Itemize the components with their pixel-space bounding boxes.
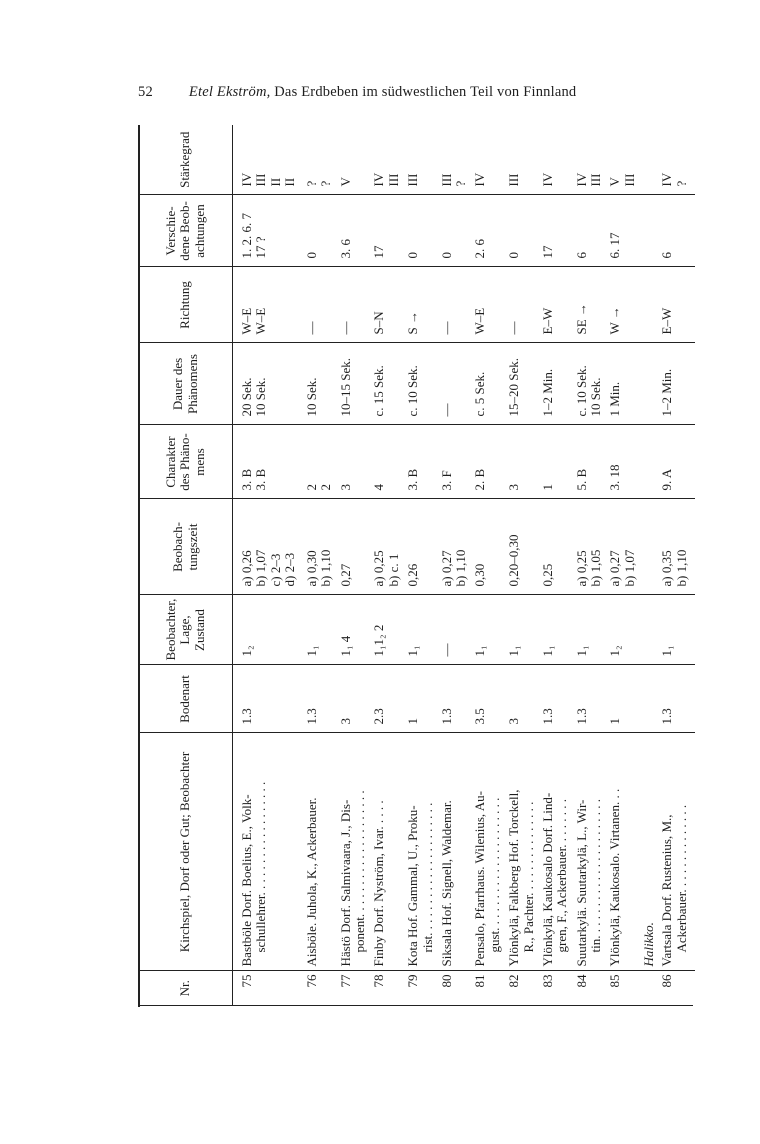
row-zeit xyxy=(659,499,693,595)
row-verschiedene xyxy=(338,195,372,267)
richtung-value: W–E xyxy=(472,307,488,335)
row-zeit xyxy=(239,499,304,595)
row-lage xyxy=(641,595,659,665)
row-number: 78 xyxy=(371,971,405,1005)
staerke-value: III xyxy=(588,173,604,187)
row-place xyxy=(304,733,338,971)
zeit-value: a) 0,27 xyxy=(607,550,623,587)
dauer-value: c. 10 Sek. xyxy=(405,365,420,417)
row-bodenart xyxy=(641,665,659,733)
row-staerke xyxy=(304,125,338,195)
running-title: Das Erdbeben im südwestlichen Teil von Finnland xyxy=(274,84,577,100)
row-lage: 1₂ xyxy=(607,595,641,665)
dauer-value: 15–20 Sek. xyxy=(506,358,522,417)
row-charakter xyxy=(439,425,473,499)
row-place xyxy=(338,733,372,971)
row-number: 76 xyxy=(304,971,338,1005)
row-bodenart: 1.3 xyxy=(540,665,574,733)
row-lage: — xyxy=(439,595,473,665)
place-continuation: tin. . . . . . . . . . . . . . . . . . . . . . xyxy=(588,799,604,953)
col-header-verschiedene: Verschie-dene Beob-achtungen xyxy=(140,195,232,267)
row-number: 80 xyxy=(439,971,473,1005)
table-row xyxy=(405,125,439,1005)
row-lage: 1₁ xyxy=(574,595,608,665)
row-charakter xyxy=(304,425,338,499)
verschiedene-value: 1. 2. 6. 7 xyxy=(238,213,254,259)
row-place xyxy=(506,733,540,971)
row-charakter xyxy=(371,425,405,499)
row-charakter xyxy=(607,425,641,499)
row-staerke xyxy=(607,125,641,195)
row-dauer xyxy=(239,343,304,425)
row-lage: 1₁ xyxy=(506,595,540,665)
place-line: Suutarkylä. Suutarkylä, L., Wir- xyxy=(573,799,589,967)
staerke-value: III xyxy=(253,173,269,187)
row-dauer xyxy=(338,343,372,425)
verschiedene-value: 6 xyxy=(573,252,589,259)
rotated-table-container xyxy=(140,125,695,1005)
staerke-value: III xyxy=(621,173,637,187)
charakter-value: 5. B xyxy=(573,468,589,491)
zeit-value: a) 0,25 xyxy=(573,550,589,587)
place-continuation: ponent. . . . . . . . . . . . . . . . . . . . xyxy=(352,790,368,953)
zeit-value: 0,25 xyxy=(539,563,555,587)
row-lage: 1₁ xyxy=(405,595,439,665)
row-staerke xyxy=(641,125,659,195)
row-lage: 1₁ xyxy=(472,595,506,665)
row-zeit xyxy=(338,499,372,595)
zeit-value: 0,27 xyxy=(337,563,353,587)
row-bodenart: 1.3 xyxy=(304,665,338,733)
row-number: 79 xyxy=(405,971,439,1005)
table-frame-bottom xyxy=(138,1005,693,1006)
row-dauer xyxy=(439,343,473,425)
row-place xyxy=(371,733,405,971)
charakter-value: 9. A xyxy=(659,468,675,491)
place-line: Kota Hof. Gammal, U., Proku- xyxy=(405,805,420,967)
filler-row xyxy=(693,125,695,1005)
zeit-value: 0,26 xyxy=(405,563,420,587)
row-verschiedene xyxy=(472,195,506,267)
row-dauer xyxy=(607,343,641,425)
richtung-value: W–E xyxy=(253,307,269,335)
place-line: Ylönkylä, Kaukosalo Dorf. Lind- xyxy=(539,792,555,967)
row-dauer xyxy=(304,343,338,425)
row-richtung xyxy=(659,267,693,343)
dauer-value: 1 Min. xyxy=(607,381,623,417)
row-staerke xyxy=(506,125,540,195)
verschiedene-value: 0 xyxy=(506,252,522,259)
place-line: Bastböle Dorf. Boelius, E., Volk- xyxy=(238,794,254,967)
row-number: 81 xyxy=(472,971,506,1005)
row-richtung xyxy=(574,267,608,343)
row-bodenart: 1.3 xyxy=(239,665,304,733)
staerke-value: ? xyxy=(318,180,334,187)
row-richtung xyxy=(472,267,506,343)
richtung-value: — xyxy=(506,321,522,335)
table-row xyxy=(439,125,473,1005)
dauer-value: c. 15 Sek. xyxy=(371,365,387,417)
place-line: Pensalo, Pfarrhaus. Wilenius, Au- xyxy=(472,791,488,967)
staerke-value: ? xyxy=(453,180,469,187)
place-line: Hästö Dorf. Salmivaara, J., Dis- xyxy=(337,799,353,967)
row-charakter xyxy=(239,425,304,499)
row-bodenart: 3.5 xyxy=(472,665,506,733)
staerke-value: II xyxy=(267,177,283,187)
place-continuation: gren, F., Ackerbauer. . . . . . . . xyxy=(554,799,570,953)
row-place xyxy=(607,733,641,971)
col-header-bodenart: Bodenart xyxy=(140,665,232,733)
place-continuation: gust. . . . . . . . . . . . . . . . . . . . . xyxy=(487,797,503,953)
place-line: Siksala Hof. Signell, Waldemar. xyxy=(438,800,454,967)
row-bodenart: 3 xyxy=(506,665,540,733)
place-continuation: Ackerbauer. . . . . . . . . . . . . . xyxy=(673,804,689,953)
row-richtung xyxy=(506,267,540,343)
zeit-value: 0,30 xyxy=(472,563,488,587)
page-number: 52 xyxy=(138,84,153,100)
col-header-place: Kirchspiel, Dorf oder Gut; Beobachter xyxy=(140,733,232,971)
staerke-value: IV xyxy=(472,172,488,187)
row-zeit xyxy=(540,499,574,595)
col-header-dauer: Dauer des Phänomens xyxy=(140,343,232,425)
row-zeit xyxy=(472,499,506,595)
table-row xyxy=(607,125,641,1005)
row-richtung xyxy=(641,267,659,343)
row-richtung xyxy=(405,267,439,343)
row-zeit xyxy=(405,499,439,595)
row-lage: 1₁ xyxy=(304,595,338,665)
table-row xyxy=(239,125,304,1005)
row-dauer xyxy=(659,343,693,425)
richtung-value: — xyxy=(438,321,454,335)
richtung-value: SE → xyxy=(573,303,589,335)
place-line: Vartsala Dorf. Rustenius, M., xyxy=(659,814,675,967)
row-zeit xyxy=(574,499,608,595)
row-charakter xyxy=(338,425,372,499)
table-row xyxy=(338,125,372,1005)
col-header-charakter: Charakter des Phäno-mens xyxy=(140,425,232,499)
charakter-value: 2 xyxy=(318,484,334,491)
row-staerke xyxy=(439,125,473,195)
charakter-value: 3. B xyxy=(253,468,269,491)
row-lage: 1₁1₂ 2 xyxy=(371,595,405,665)
zeit-value: b) 1,07 xyxy=(621,549,637,587)
charakter-value: 1 xyxy=(539,484,555,491)
charakter-value: 3 xyxy=(337,484,353,491)
row-verschiedene xyxy=(506,195,540,267)
col-header-nr: Nr. xyxy=(140,971,232,1005)
row-place xyxy=(239,733,304,971)
row-bodenart: 2.3 xyxy=(371,665,405,733)
row-verschiedene xyxy=(304,195,338,267)
staerke-value: III xyxy=(506,173,522,187)
staerke-value: V xyxy=(607,177,623,187)
verschiedene-value: 17 ? xyxy=(253,236,269,259)
row-richtung xyxy=(540,267,574,343)
place-continuation: schullehrer. . . . . . . . . . . . . . . . . . xyxy=(253,781,269,953)
row-dauer xyxy=(405,343,439,425)
staerke-value: III xyxy=(438,173,454,187)
row-bodenart: 3 xyxy=(338,665,372,733)
row-staerke xyxy=(472,125,506,195)
row-staerke xyxy=(659,125,693,195)
row-number: 83 xyxy=(540,971,574,1005)
row-charakter xyxy=(506,425,540,499)
row-richtung xyxy=(239,267,304,343)
row-charakter xyxy=(574,425,608,499)
row-zeit xyxy=(607,499,641,595)
table-row xyxy=(472,125,506,1005)
place-line: Halikko. xyxy=(641,922,657,967)
row-staerke xyxy=(540,125,574,195)
staerke-value: IV xyxy=(659,172,675,187)
zeit-value: b) c. 1 xyxy=(385,553,401,587)
table-row xyxy=(641,125,659,1005)
row-dauer xyxy=(472,343,506,425)
charakter-value: 3. F xyxy=(438,470,454,491)
dauer-value: 1–2 Min. xyxy=(539,368,555,417)
row-staerke xyxy=(338,125,372,195)
row-dauer xyxy=(371,343,405,425)
row-lage: 1₁ xyxy=(659,595,693,665)
row-charakter xyxy=(540,425,574,499)
dauer-value: — xyxy=(438,403,454,417)
table-row xyxy=(506,125,540,1005)
place-line: Ylönkylä, Falkberg Hof. Torckell, xyxy=(506,789,522,967)
richtung-value: S–N xyxy=(371,311,387,335)
row-number: 77 xyxy=(338,971,372,1005)
row-richtung xyxy=(338,267,372,343)
charakter-value: 3 xyxy=(506,484,522,491)
richtung-value: — xyxy=(303,321,319,335)
zeit-value: b) 1,10 xyxy=(673,549,689,587)
verschiedene-value: 6. 17 xyxy=(607,232,623,259)
staerke-value: ? xyxy=(303,180,319,187)
row-zeit xyxy=(371,499,405,595)
col-header-lage: Beobachter, Lage, Zustand xyxy=(140,595,232,665)
row-number: 86 xyxy=(659,971,693,1005)
charakter-value: 3. B xyxy=(405,468,420,491)
zeit-value: a) 0,27 xyxy=(438,550,454,587)
row-bodenart: 1 xyxy=(607,665,641,733)
place-line: Finby Dorf. Nyström, Ivar. . . . . xyxy=(371,800,387,967)
page-header xyxy=(138,84,656,101)
author-name: Etel Ekström, xyxy=(188,84,271,100)
staerke-value: IV xyxy=(573,172,589,187)
row-number: 82 xyxy=(506,971,540,1005)
row-richtung xyxy=(371,267,405,343)
row-place xyxy=(540,733,574,971)
table-row xyxy=(371,125,405,1005)
row-verschiedene xyxy=(371,195,405,267)
zeit-value: a) 0,30 xyxy=(303,550,319,587)
row-staerke xyxy=(405,125,439,195)
staerke-value: III xyxy=(385,173,401,187)
zeit-value: a) 0,25 xyxy=(371,550,387,587)
row-zeit xyxy=(439,499,473,595)
row-staerke xyxy=(239,125,304,195)
row-verschiedene xyxy=(574,195,608,267)
row-dauer xyxy=(506,343,540,425)
zeit-value: a) 0,35 xyxy=(659,550,675,587)
row-staerke xyxy=(574,125,608,195)
row-place xyxy=(574,733,608,971)
zeit-value: 0,20–0,30 xyxy=(506,534,522,587)
col-header-richtung: Richtung xyxy=(140,267,232,343)
staerke-value: IV xyxy=(371,172,387,187)
table-body xyxy=(232,125,695,1005)
row-charakter xyxy=(472,425,506,499)
zeit-value: b) 1,10 xyxy=(453,549,469,587)
zeit-value: c) 2–3 xyxy=(267,553,283,587)
verschiedene-value: 17 xyxy=(371,245,387,259)
verschiedene-value: 3. 6 xyxy=(337,239,353,259)
row-zeit xyxy=(304,499,338,595)
dauer-value: c. 5 Sek. xyxy=(472,371,488,417)
row-dauer xyxy=(641,343,659,425)
richtung-value: W → xyxy=(607,306,623,335)
row-bodenart: 1.3 xyxy=(574,665,608,733)
row-richtung xyxy=(439,267,473,343)
richtung-value: S → xyxy=(405,311,420,335)
verschiedene-value: 0 xyxy=(303,252,319,259)
col-header-staerke: Stärkegrad xyxy=(140,125,232,195)
earthquake-observation-table xyxy=(140,125,695,1005)
charakter-value: 3. 18 xyxy=(607,464,623,491)
zeit-value: b) 1,07 xyxy=(253,549,269,587)
dauer-value: 20 Sek. xyxy=(238,377,254,417)
row-charakter xyxy=(659,425,693,499)
row-place xyxy=(641,733,659,971)
staerke-value: II xyxy=(282,177,298,187)
row-verschiedene xyxy=(405,195,439,267)
row-number: 75 xyxy=(239,971,304,1005)
place-continuation: R., Pachter. . . . . . . . . . . . . . . xyxy=(520,801,536,953)
row-bodenart: 1.3 xyxy=(659,665,693,733)
richtung-value: W–E xyxy=(238,307,254,335)
zeit-value: b) 1,05 xyxy=(588,549,604,587)
row-lage: 1₂ xyxy=(239,595,304,665)
row-verschiedene xyxy=(540,195,574,267)
row-richtung xyxy=(304,267,338,343)
verschiedene-value: 6 xyxy=(659,252,675,259)
verschiedene-value: 17 xyxy=(539,245,555,259)
row-bodenart: 1.3 xyxy=(439,665,473,733)
row-richtung xyxy=(607,267,641,343)
charakter-value: 2 xyxy=(303,484,319,491)
verschiedene-value: 2. 6 xyxy=(472,239,488,259)
row-place xyxy=(472,733,506,971)
staerke-value: IV xyxy=(238,172,254,187)
row-number: 85 xyxy=(607,971,641,1005)
richtung-value: E–W xyxy=(659,307,675,335)
richtung-value: — xyxy=(337,321,353,335)
row-staerke xyxy=(371,125,405,195)
zeit-value: a) 0,26 xyxy=(238,550,254,587)
row-verschiedene xyxy=(239,195,304,267)
dauer-value: 10–15 Sek. xyxy=(337,358,353,417)
row-place xyxy=(439,733,473,971)
row-verschiedene xyxy=(607,195,641,267)
row-zeit xyxy=(506,499,540,595)
row-verschiedene xyxy=(641,195,659,267)
row-place xyxy=(659,733,693,971)
place-line: Ylönkylä, Kaukosalo. Virtanen. . . xyxy=(607,788,623,967)
row-verschiedene xyxy=(439,195,473,267)
table-row xyxy=(659,125,693,1005)
verschiedene-value: 0 xyxy=(405,252,420,259)
row-charakter xyxy=(641,425,659,499)
row-number: 84 xyxy=(574,971,608,1005)
richtung-value: E–W xyxy=(539,307,555,335)
zeit-value: d) 2–3 xyxy=(282,552,298,587)
row-lage: 1₁ 4 xyxy=(338,595,372,665)
dauer-value: 10 Sek. xyxy=(303,377,319,417)
zeit-value: b) 1,10 xyxy=(318,549,334,587)
staerke-value: V xyxy=(337,177,353,187)
staerke-value: ? xyxy=(673,180,689,187)
staerke-value: III xyxy=(405,173,420,187)
row-dauer xyxy=(540,343,574,425)
row-bodenart: 1 xyxy=(405,665,439,733)
table-row xyxy=(304,125,338,1005)
col-header-zeit: Beobach-tungszeit xyxy=(140,499,232,595)
table-header-row xyxy=(140,125,232,1005)
place-continuation: rist. . . . . . . . . . . . . . . . . . . . . xyxy=(419,802,435,953)
charakter-value: 3. B xyxy=(238,468,254,491)
table-row xyxy=(574,125,608,1005)
row-number xyxy=(641,971,659,1005)
dauer-value: 1–2 Min. xyxy=(659,368,675,417)
row-verschiedene xyxy=(659,195,693,267)
row-place xyxy=(405,733,439,971)
dauer-value: c. 10 Sek. xyxy=(573,365,589,417)
staerke-value: IV xyxy=(539,172,555,187)
dauer-value: 10 Sek. xyxy=(588,377,604,417)
row-charakter xyxy=(405,425,439,499)
row-dauer xyxy=(574,343,608,425)
place-line: Aisböle. Juhola, K., Ackerbauer. xyxy=(303,797,319,967)
charakter-value: 2. B xyxy=(472,468,488,491)
charakter-value: 4 xyxy=(371,484,387,491)
row-lage: 1₁ xyxy=(540,595,574,665)
dauer-value: 10 Sek. xyxy=(253,377,269,417)
verschiedene-value: 0 xyxy=(438,252,454,259)
table-row xyxy=(540,125,574,1005)
row-zeit xyxy=(641,499,659,595)
